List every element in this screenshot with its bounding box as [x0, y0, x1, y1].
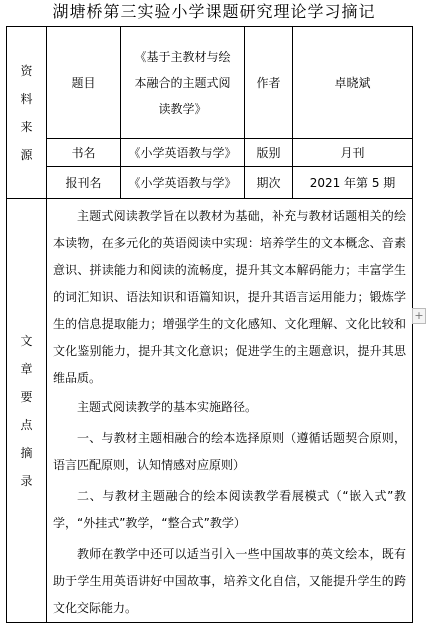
- summary-paragraph: 主题式阅读教学的基本实施路径。: [77, 400, 258, 414]
- summary-paragraph: 二、与教材主题融合的绘本阅读教学看展模式（“嵌入式”教学，“外挂式”教学，“整合式”教学）: [53, 489, 406, 530]
- issue-label: 期次: [245, 167, 293, 199]
- journal-label: 报刊名: [47, 167, 121, 199]
- edition-value: 月刊: [293, 139, 413, 167]
- book-row: [7, 139, 413, 167]
- document-title: 湖塘桥第三实验小学课题研究理论学习摘记: [52, 2, 376, 21]
- source-label: 资 料 来 源: [7, 27, 47, 199]
- author-label: 作者: [245, 27, 293, 139]
- table-add-handle-icon[interactable]: +: [412, 308, 426, 324]
- notes-table: [6, 26, 413, 623]
- book-value: 《小学英语教与学》: [121, 139, 245, 167]
- summary-label: 文 章 要 点 摘 录: [7, 199, 47, 623]
- issue-value: 2021 年第 5 期: [293, 167, 413, 199]
- book-label: 书名: [47, 139, 121, 167]
- topic-label: 题目: [47, 27, 121, 139]
- summary-paragraph: 主题式阅读教学旨在以教材为基础，补充与教材话题相关的绘本读物，在多元化的英语阅读中实现：培养学生的文本概念、音素意识、拼读能力和阅读的流畅度，提升其文本解码能力；丰富学生的词汇知识、语法知识和语篇知识，提升其语言运用能力；锻炼学生的信息提取能力；增强学生的文化感知、文化理解、文化比较和文化鉴别能力，提升其文化意识；促进学生的主题意识，提升其思维品质。: [53, 209, 406, 385]
- summary-row: [7, 199, 413, 623]
- summary-body: [47, 199, 413, 623]
- summary-paragraph: 教师在教学中还可以适当引入一些中国故事的英文绘本，既有助于学生用英语讲好中国故事，培养文化自信，又能提升学生的跨文化交际能力。: [53, 547, 406, 615]
- topic-value: 《基于主教材与绘 本融合的主题式阅 读教学》: [121, 27, 245, 139]
- journal-value: 《小学英语教与学》: [121, 167, 245, 199]
- summary-paragraph: 一、与教材主题相融合的绘本选择原则（遵循话题契合原则，语言匹配原则，认知情感对应原则）: [53, 431, 406, 472]
- topic-row: [7, 27, 413, 139]
- author-value: 卓晓斌: [293, 27, 413, 139]
- journal-row: [7, 167, 413, 199]
- edition-label: 版别: [245, 139, 293, 167]
